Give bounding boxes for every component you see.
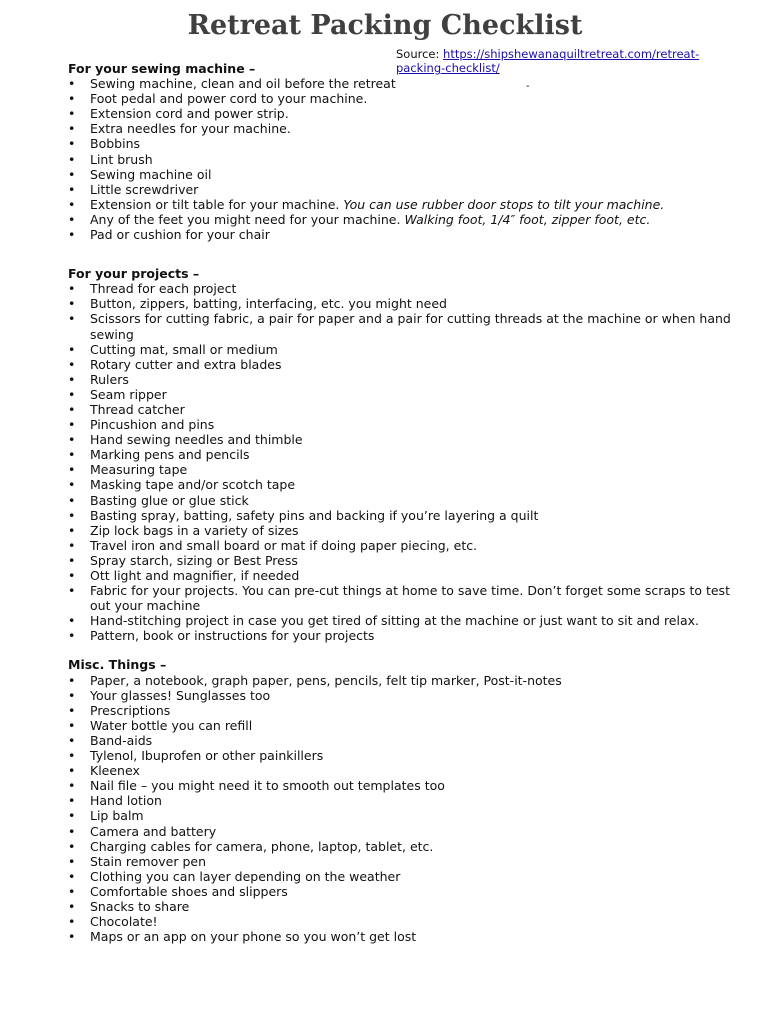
item-note: You can use rubber door stops to tilt your machine. (343, 196, 665, 212)
list-item (68, 493, 748, 508)
item-text: Camera and battery (90, 823, 217, 839)
list-item (68, 121, 748, 136)
list-item (68, 688, 748, 703)
list-item (68, 914, 748, 929)
item-text: Fabric for your projects. You can pre-cut things at home to save time. Don’t forget some scraps to test out your machine (90, 583, 730, 614)
item-text: Button, zippers, batting, interfacing, etc. you might need (90, 296, 447, 312)
page-title: Retreat Packing Checklist (187, 10, 583, 41)
item-text: Extension cord and power strip. (90, 106, 289, 122)
list-item (68, 152, 748, 167)
list-item (68, 854, 748, 869)
list-item (68, 703, 748, 718)
list-item (68, 281, 748, 296)
item-text: Little screwdriver (90, 181, 199, 197)
item-text: Cutting mat, small or medium (90, 341, 278, 357)
list-item (68, 553, 748, 568)
list-item (68, 839, 748, 854)
list-item (68, 372, 748, 387)
item-text: Extra needles for your machine. (90, 121, 291, 137)
item-text: Pincushion and pins (90, 417, 215, 433)
section-misc (68, 657, 748, 944)
item-text: Tylenol, Ibuprofen or other painkillers (90, 748, 324, 764)
list-item (68, 76, 748, 91)
source-box (396, 47, 726, 75)
item-text: Band-aids (90, 732, 153, 748)
list-item (68, 583, 748, 613)
list-item (68, 793, 748, 808)
list-item (68, 477, 748, 492)
item-text: Comfortable shoes and slippers (90, 883, 288, 899)
list-item (68, 227, 748, 242)
list-item (68, 733, 748, 748)
item-text: Marking pens and pencils (90, 447, 250, 463)
item-text: Scissors for cutting fabric, a pair for paper and a pair for cutting threads at the machine or when hand sewing (90, 311, 731, 342)
section-title: Misc. Things – (68, 657, 167, 673)
item-text: Lip balm (90, 808, 144, 824)
list-item (68, 748, 748, 763)
source-link[interactable]: https://shipshewanaquiltretreat.com/retreat-packing-checklist/ (396, 47, 700, 75)
item-text: Bobbins (90, 136, 140, 152)
list-item (68, 447, 748, 462)
item-text: Sewing machine oil (90, 166, 212, 182)
item-text: Travel iron and small board or mat if doing paper piecing, etc. (90, 537, 478, 553)
item-text: Any of the feet you might need for your machine. (90, 211, 405, 227)
list-item (68, 432, 748, 447)
item-text: Chocolate! (90, 914, 158, 930)
list-item (68, 808, 748, 823)
list-item (68, 167, 748, 182)
source-label: Source: (396, 47, 440, 61)
list-item (68, 212, 748, 227)
list-item (68, 899, 748, 914)
list-item (68, 182, 748, 197)
checklist (68, 673, 748, 945)
source-dash: - (526, 81, 530, 92)
list-item (68, 508, 748, 523)
list-item (68, 462, 748, 477)
checklist (68, 76, 748, 242)
item-text: Water bottle you can refill (90, 717, 253, 733)
list-item (68, 387, 748, 402)
list-item (68, 628, 748, 643)
item-text: Basting spray, batting, safety pins and backing if you’re layering a quilt (90, 507, 539, 523)
item-text: Clothing you can layer depending on the weather (90, 868, 401, 884)
list-item (68, 523, 748, 538)
list-item (68, 136, 748, 151)
section-title: For your sewing machine – (68, 61, 256, 76)
item-text: Stain remover pen (90, 853, 206, 869)
list-item (68, 538, 748, 553)
list-item (68, 357, 748, 372)
section-sewing-machine (68, 61, 748, 242)
item-text: Lint brush (90, 151, 153, 167)
item-note: Walking foot, 1/4″ foot, zipper foot, etc. (404, 211, 651, 227)
list-item (68, 613, 748, 628)
item-text: Rotary cutter and extra blades (90, 356, 282, 372)
item-text: Pattern, book or instructions for your projects (90, 628, 375, 644)
list-item (68, 311, 748, 341)
item-text: Masking tape and/or scotch tape (90, 477, 296, 493)
list-item (68, 673, 748, 688)
checklist (68, 281, 748, 643)
list-item (68, 417, 748, 432)
item-text: Hand-stitching project in case you get tired of sitting at the machine or just want to sit and relax. (90, 613, 700, 629)
item-text: Thread catcher (90, 401, 185, 417)
item-text: Sewing machine, clean and oil before the retreat (90, 76, 396, 92)
item-text: Paper, a notebook, graph paper, pens, pencils, felt tip marker, Post-it-notes (90, 672, 562, 688)
list-item (68, 91, 748, 106)
list-item (68, 342, 748, 357)
item-text: Kleenex (90, 763, 140, 779)
item-text: Pad or cushion for your chair (90, 227, 270, 243)
item-text: Spray starch, sizing or Best Press (90, 552, 298, 568)
item-text: Rulers (90, 371, 129, 387)
list-item (68, 296, 748, 311)
item-text: Foot pedal and power cord to your machine. (90, 91, 368, 107)
item-text: Extension or tilt table for your machine. (90, 196, 344, 212)
item-text: Ott light and magnifier, if needed (90, 568, 300, 583)
item-text: Basting glue or glue stick (90, 492, 249, 508)
list-item (68, 197, 748, 212)
item-text: Charging cables for camera, phone, laptop, tablet, etc. (90, 838, 434, 854)
list-item (68, 106, 748, 121)
item-text: Hand lotion (90, 793, 162, 809)
item-text: Thread for each project (90, 281, 237, 297)
list-item (68, 402, 748, 417)
item-text: Hand sewing needles and thimble (90, 432, 303, 448)
list-item (68, 824, 748, 839)
list-item (68, 763, 748, 778)
checklist-content (68, 61, 748, 944)
list-item (68, 778, 748, 793)
list-item (68, 568, 748, 583)
section-title: For your projects – (68, 266, 200, 282)
list-item (68, 869, 748, 884)
item-text: Snacks to share (90, 898, 190, 914)
item-text: Prescriptions (90, 702, 171, 718)
list-item (68, 884, 748, 899)
section-projects (68, 266, 748, 643)
item-text: Your glasses! Sunglasses too (90, 687, 271, 703)
item-text: Zip lock bags in a variety of sizes (90, 522, 299, 538)
item-text: Measuring tape (90, 462, 188, 478)
item-text: Nail file – you might need it to smooth out templates too (90, 778, 445, 794)
item-text: Seam ripper (90, 386, 167, 402)
list-item (68, 929, 748, 944)
item-text: Maps or an app on your phone so you won’t get lost (90, 929, 417, 945)
list-item (68, 718, 748, 733)
